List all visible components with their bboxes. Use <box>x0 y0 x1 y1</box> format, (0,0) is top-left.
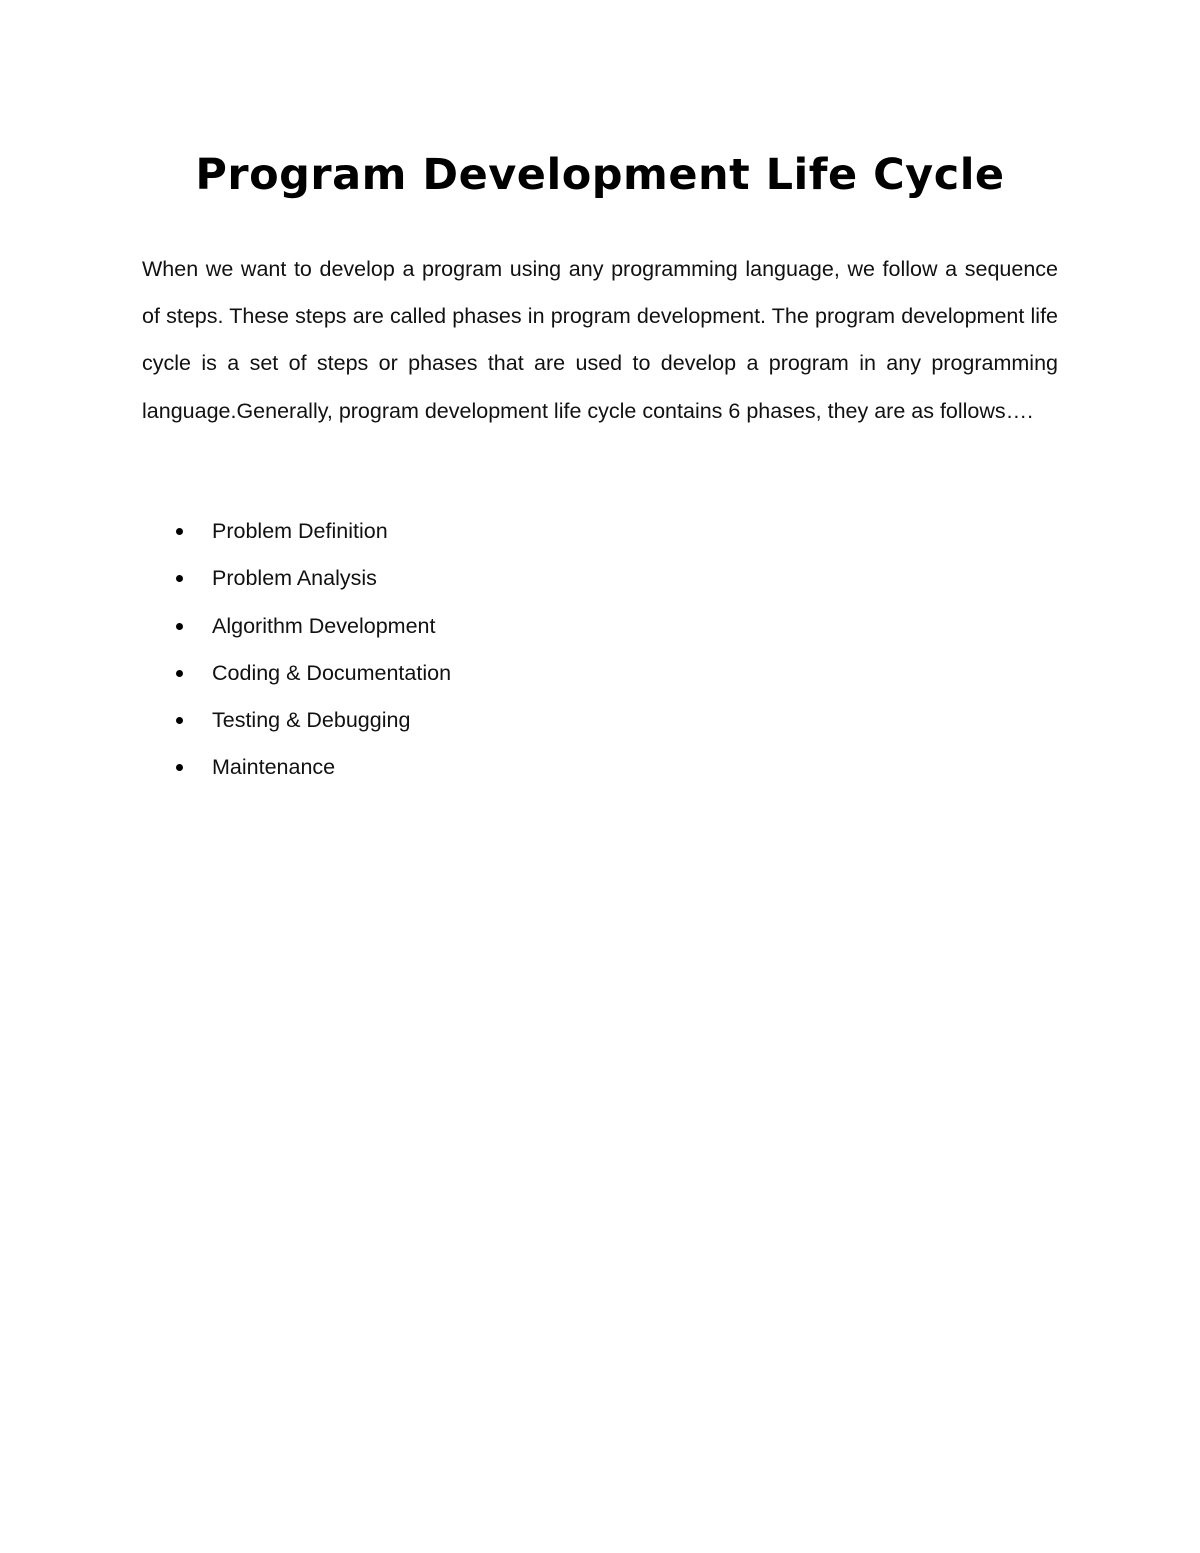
bullet-icon <box>176 623 183 630</box>
bullet-icon <box>176 670 183 677</box>
list-item-label: Coding & Documentation <box>212 660 452 685</box>
list-item <box>142 603 942 650</box>
list-item <box>142 697 942 744</box>
phase-list <box>142 508 942 792</box>
list-item <box>142 744 942 791</box>
bullet-icon <box>176 528 183 535</box>
list-item-label: Algorithm Development <box>212 613 436 638</box>
page-title: Program Development Life Cycle <box>195 150 1005 200</box>
list-item <box>142 508 942 555</box>
list-item-label: Maintenance <box>212 755 336 780</box>
list-item <box>142 555 942 602</box>
list-item-label: Testing & Debugging <box>212 708 411 733</box>
list-item-label: Problem Analysis <box>212 566 377 591</box>
bullet-icon <box>176 575 183 582</box>
intro-paragraph: When we want to develop a program using any programming language, we follow a sequence of steps. These steps are called phases in program development. The program development life cycle is a set of steps or phases that are used to develop a program in any programming language.Generally, program development life cycle contains 6 phases, they are as follows…. <box>142 257 1058 423</box>
list-item-label: Problem Definition <box>212 519 388 543</box>
bullet-icon <box>176 764 183 771</box>
bullet-icon <box>176 717 183 724</box>
list-item <box>142 650 942 697</box>
